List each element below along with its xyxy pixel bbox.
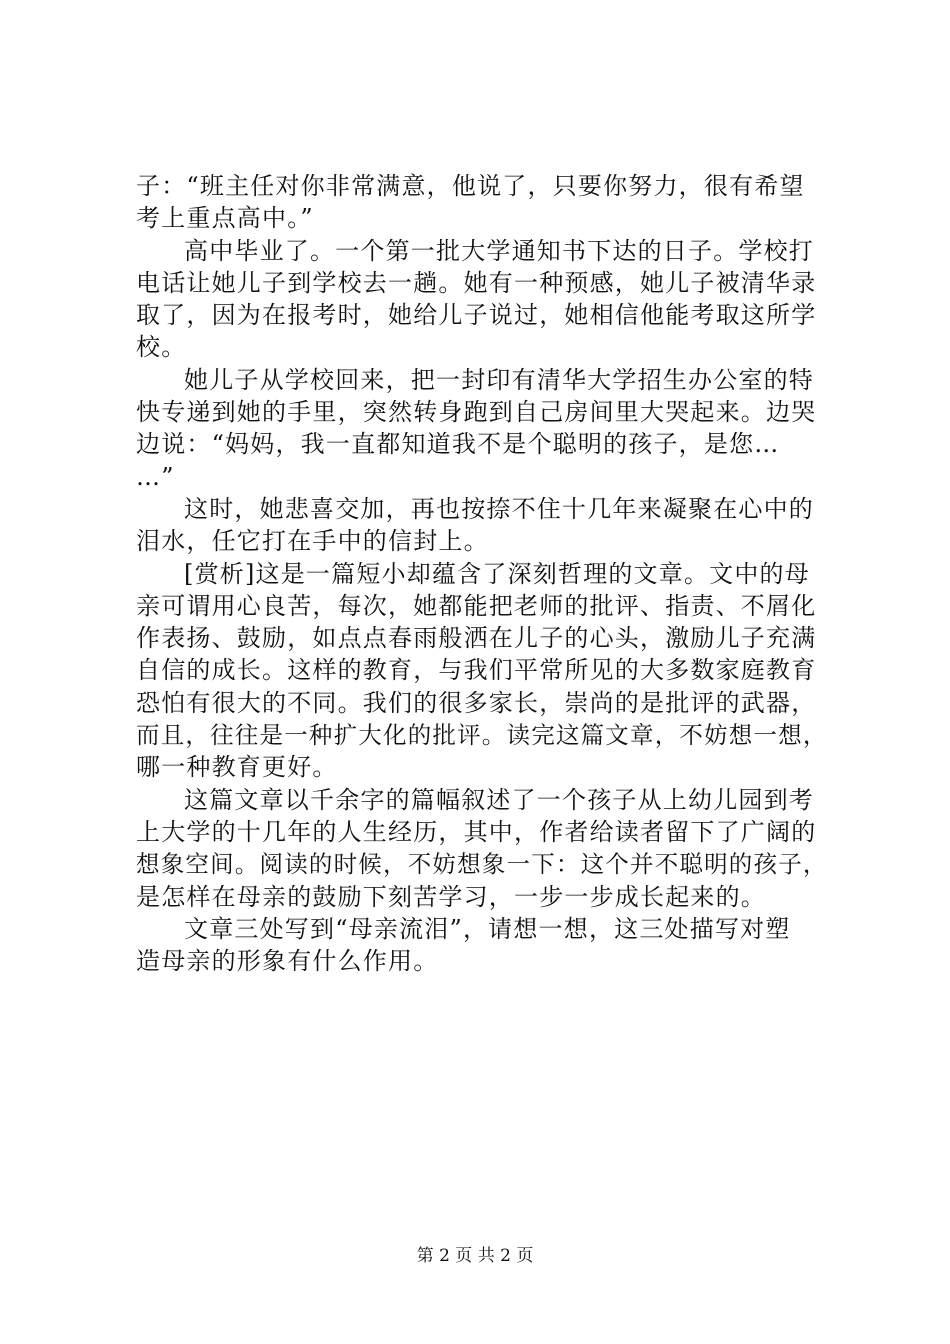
text-line: 泪水，任它打在手中的信封上。 — [136, 527, 489, 556]
text-line: 她儿子从学校回来，把一封印有清华大学招生办公室的特 — [184, 365, 814, 394]
text-line: 高中毕业了。一个第一批大学通知书下达的日子。学校打 — [184, 236, 814, 265]
text-line: 快专递到她的手里，突然转身跑到自己房间里大哭起来。边哭 — [136, 398, 817, 427]
text-line: 自信的成长。这样的教育，与我们平常所见的大多数家庭教育 — [136, 656, 817, 685]
text-line: 亲可谓用心良苦，每次，她都能把老师的批评、指责、不屑化 — [136, 591, 817, 620]
document-body — [136, 170, 836, 977]
text-line: 文章三处写到“母亲流泪”，请想一想，这三处描写对塑 — [184, 914, 791, 943]
text-line: [赏析]这是一篇短小却蕴含了深刻哲理的文章。文中的母 — [184, 559, 810, 588]
text-line: 造母亲的形象有什么作用。 — [136, 947, 439, 976]
text-line: 电话让她儿子到学校去一趟。她有一种预感，她儿子被清华录 — [136, 268, 817, 297]
text-line: 子：“班主任对你非常满意，他说了，只要你努力，很有希望 — [136, 172, 805, 200]
text-line: 考上重点高中。” — [136, 204, 314, 233]
page-footer: 第 2 页 共 2 页 — [416, 1246, 534, 1266]
text-line: 是怎样在母亲的鼓励下刻苦学习，一步一步成长起来的。 — [136, 882, 766, 911]
text-line: 边说：“妈妈，我一直都知道我不是个聪明的孩子，是您… — [136, 430, 780, 459]
text-line: 作表扬、鼓励，如点点春雨般洒在儿子的心头，激励儿子充满 — [136, 624, 817, 653]
text-line: 这时，她悲喜交加，再也按捺不住十几年来凝聚在心中的 — [184, 494, 814, 523]
text-line: 校。 — [136, 333, 187, 362]
text-line: 取了，因为在报考时，她给儿子说过，她相信他能考取这所学 — [136, 301, 817, 330]
text-line: 哪一种教育更好。 — [136, 753, 338, 782]
text-line: 这篇文章以千余字的篇幅叙述了一个孩子从上幼儿园到考 — [184, 785, 814, 814]
text-line: …” — [136, 462, 175, 491]
text-line: 而且，往往是一种扩大化的批评。读完这篇文章，不妨想一想， — [136, 721, 828, 750]
text-line: 上大学的十几年的人生经历，其中，作者给读者留下了广阔的 — [136, 817, 817, 846]
text-line: 想象空间。阅读的时候，不妨想象一下：这个并不聪明的孩子， — [136, 850, 828, 879]
text-line: 恐怕有很大的不同。我们的很多家长，崇尚的是批评的武器， — [136, 688, 817, 717]
